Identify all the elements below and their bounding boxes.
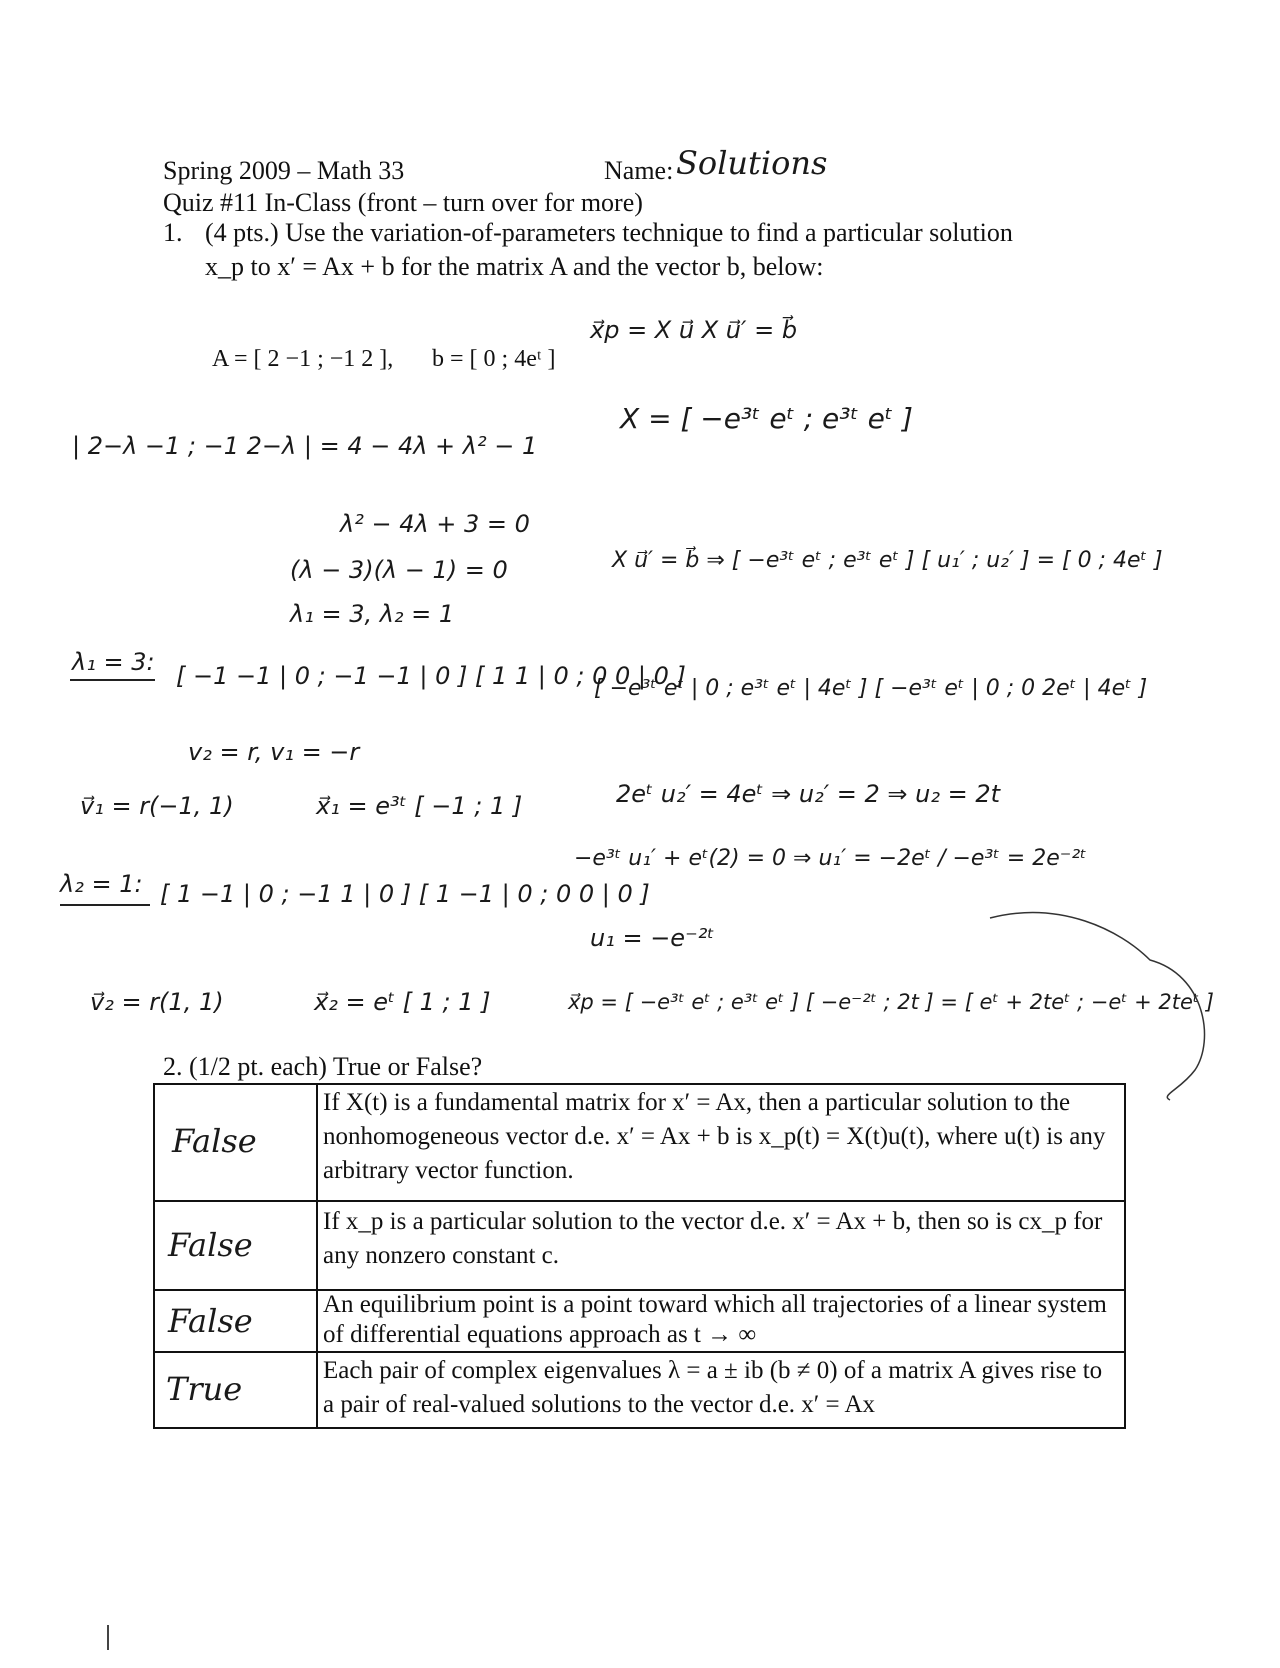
lambda1-matrix: [ −1 −1 | 0 ; −1 −1 | 0 ] [ 1 1 | 0 ; 0 0 | 0 ]	[176, 662, 686, 690]
solution-x2: x⃗₂ = eᵗ [ 1 ; 1 ]	[314, 988, 491, 1016]
fundamental-matrix: X = [ −e³ᵗ eᵗ ; e³ᵗ eᵗ ]	[620, 402, 913, 435]
eigenvector-v2: v⃗₂ = r(1, 1)	[90, 988, 224, 1016]
vector-b: b = [ 0 ; 4eᵗ ]	[432, 346, 556, 372]
tf-answer: False	[168, 1226, 253, 1264]
q1-text-line2: x_p to x′ = Ax + b for the matrix A and the vector b, below:	[205, 252, 824, 281]
q1-number: 1.	[163, 218, 183, 247]
lambda2-label: λ₂ = 1:	[60, 870, 143, 898]
u1-derivative: −e³ᵗ u₁′ + eᵗ(2) = 0 ⇒ u₁′ = −2eᵗ / −e³ᵗ = 2e⁻²ᵗ	[574, 846, 1087, 871]
quiz-title: Quiz #11 In-Class (front – turn over for more)	[163, 188, 643, 217]
tf-answer: False	[172, 1122, 257, 1160]
particular-solution: x⃗p = [ −e³ᵗ eᵗ ; e³ᵗ eᵗ ] [ −e⁻²ᵗ ; 2t ] = [ eᵗ + 2teᵗ ; −eᵗ + 2teᵗ ]	[568, 990, 1214, 1014]
tf-statement: Each pair of complex eigenvalues λ = a ± ib (b ≠ 0) of a matrix A gives rise to a pair of real-valued solutions to the vector d.e. x′ = Ax	[323, 1357, 1103, 1418]
eigenvalues: λ₁ = 3, λ₂ = 1	[290, 600, 455, 628]
q2-heading: 2. (1/2 pt. each) True or False?	[163, 1052, 483, 1081]
tf-statement: An equilibrium point is a point toward which all trajectories of a linear system of differential equations approach as t → ∞	[323, 1291, 1107, 1348]
u1-solution: u₁ = −e⁻²ᵗ	[590, 924, 715, 952]
tf-answer: False	[168, 1302, 253, 1340]
u2-solution: 2eᵗ u₂′ = 4eᵗ ⇒ u₂′ = 2 ⇒ u₂ = 2t	[616, 780, 1001, 808]
name-value: Solutions	[676, 144, 828, 182]
xp-definition: x⃗p = X u⃗ X u⃗′ = b⃗	[590, 316, 798, 344]
determinant: | 2−λ −1 ; −1 2−λ | = 4 − 4λ + λ² − 1	[72, 432, 538, 460]
lambda1-relation: v₂ = r, v₁ = −r	[188, 738, 360, 766]
solution-x1: x⃗₁ = e³ᵗ [ −1 ; 1 ]	[316, 792, 523, 820]
augmented-matrices: [ −e³ᵗ eᵗ | 0 ; e³ᵗ eᵗ | 4eᵗ ] [ −e³ᵗ eᵗ | 0 ; 0 2eᵗ | 4eᵗ ]	[594, 676, 1148, 701]
linear-system: X u⃗′ = b⃗ ⇒ [ −e³ᵗ eᵗ ; e³ᵗ eᵗ ] [ u₁′ ; u₂′ ] = [ 0 ; 4eᵗ ]	[612, 548, 1163, 573]
tf-statement: If X(t) is a fundamental matrix for x′ = Ax, then a particular solution to the nonhomogeneous vector d.e. x′ = Ax + b is x_p(t) = X(t)u(t), where u(t) is any arbitrary vector function.	[323, 1089, 1106, 1184]
char-equation: λ² − 4λ + 3 = 0	[340, 510, 530, 538]
name-label: Name:	[604, 156, 674, 185]
matrix-a: A = [ 2 −1 ; −1 2 ],	[212, 346, 394, 372]
lambda2-matrix: [ 1 −1 | 0 ; −1 1 | 0 ] [ 1 −1 | 0 ; 0 0 | 0 ]	[160, 880, 650, 908]
tf-answer: True	[166, 1370, 243, 1408]
eigenvector-v1: v⃗₁ = r(−1, 1)	[80, 792, 234, 820]
tf-statement: If x_p is a particular solution to the vector d.e. x′ = Ax + b, then so is cx_p for any nonzero constant c.	[323, 1208, 1103, 1269]
course-title: Spring 2009 – Math 33	[163, 156, 405, 185]
lambda1-label: λ₁ = 3:	[72, 648, 155, 676]
factored-equation: (λ − 3)(λ − 1) = 0	[290, 556, 508, 584]
q1-text-line1: (4 pts.) Use the variation-of-parameters technique to find a particular solution	[205, 218, 1013, 247]
